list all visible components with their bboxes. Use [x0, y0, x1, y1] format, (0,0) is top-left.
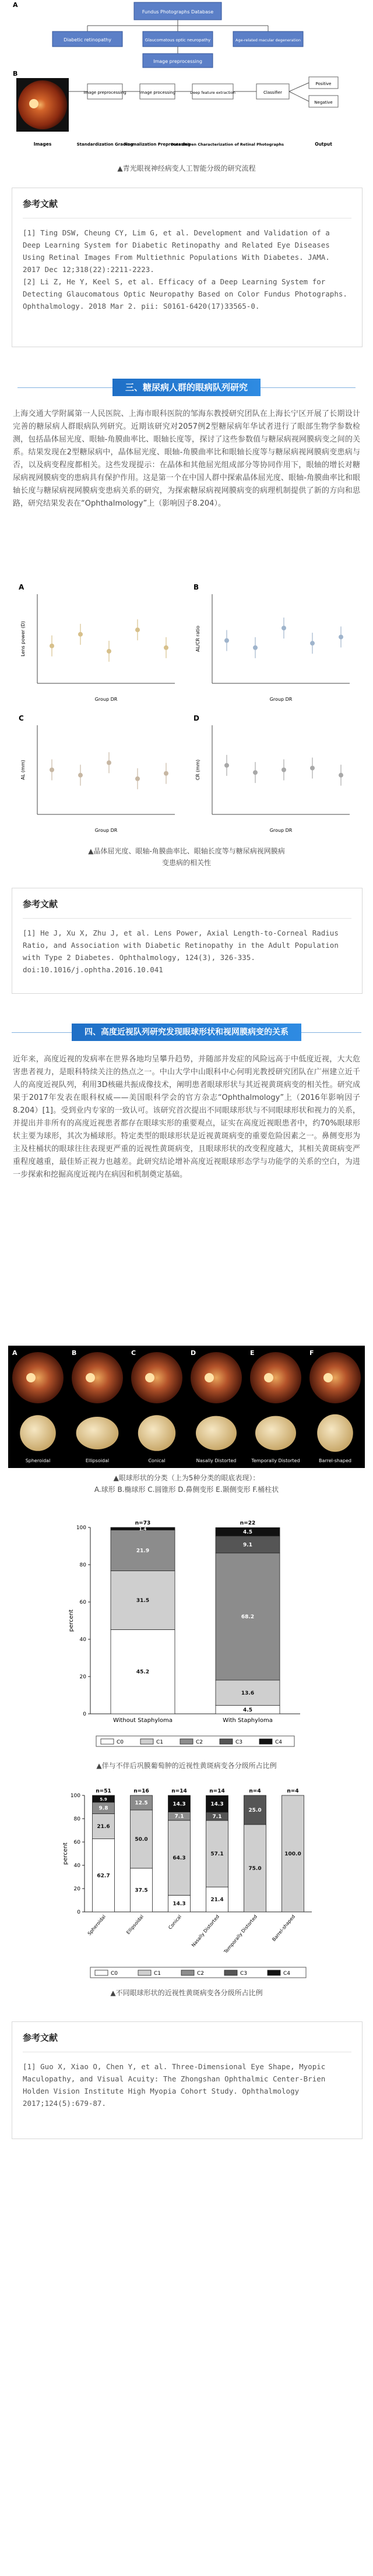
- pipe-processing-label: Image processing: [139, 90, 175, 95]
- mean-marker: [253, 645, 258, 650]
- legend-swatch: [181, 1970, 194, 1975]
- fundus-photo: [191, 1352, 242, 1403]
- eye-model: [255, 1416, 296, 1451]
- reference-box-1: [12, 188, 363, 347]
- count-label: n=14: [209, 1788, 225, 1794]
- mean-marker: [224, 638, 229, 643]
- legend-swatch: [101, 1739, 114, 1744]
- x-axis-label: Group DR: [94, 828, 118, 833]
- shape-letter: C: [131, 1349, 136, 1357]
- bar-value-label: 5.9: [100, 1797, 107, 1802]
- reference-text: [1] Guo X, Xiao O, Chen Y, et al. Three-Dimensional Eye Shape, Myopic Maculopathy, and Visual Acuity: The Zhongshan Ophthalmic Center-Brien Holden Vision Institute High Myopia Cohort Study. Ophthalmology 2017;124(5):679-87.: [23, 2062, 330, 2108]
- y-tick-label: 100: [70, 1793, 80, 1799]
- eye-model: [20, 1415, 56, 1451]
- mean-marker: [281, 626, 286, 630]
- mean-marker: [135, 627, 140, 632]
- legend-label: C2: [196, 1739, 203, 1745]
- fundus-photo: [309, 1352, 361, 1403]
- x-axis-label: Group DR: [269, 697, 293, 702]
- x-tick-label: With Staphyloma: [223, 1717, 273, 1724]
- bar-value-label: 50.0: [135, 1837, 148, 1843]
- bar-value-label: 62.7: [97, 1873, 110, 1879]
- bar-value-label: 13.6: [241, 1690, 255, 1696]
- y-tick-label: 0: [77, 1910, 80, 1915]
- shape-name: Spheroidal: [25, 1458, 51, 1463]
- y-axis-label: Lens power (D): [20, 621, 26, 657]
- fundus-photo: [131, 1352, 182, 1403]
- mean-marker: [253, 770, 258, 775]
- y-axis-label: AL (mm): [20, 760, 26, 780]
- reference-text: [1] Ting DSW, Cheung CY, Lim G, et al. Development and Validation of a Deep Learning System for Diabetic Retinopathy and Related Eye Diseases Using Retinal Images From Multiethnic Populations With Diabetes. JAMA. 2017 Dec 12;318(22):2211-2223. [2] Li Z, He Y, Keel S, et al. Efficacy of a Deep Learning System for Detecting Glaucomatous Optic Neuropathy Based on Color Fundus Photographs. Ophthalmology. 2018 Mar 2. pii: S0161-6420(17)33565-0.: [23, 228, 347, 310]
- mean-marker: [78, 632, 83, 637]
- section-header-4: [0, 1022, 373, 1042]
- panel-letter: D: [193, 714, 199, 722]
- bar-value-label: 100.0: [284, 1851, 301, 1857]
- mean-marker: [224, 763, 229, 768]
- section-b-label: B: [13, 70, 18, 77]
- mean-marker: [310, 641, 315, 645]
- reference-title: 参考文献: [23, 199, 58, 209]
- eye-model: [317, 1414, 353, 1452]
- bar-value-label: 7.1: [174, 1813, 184, 1820]
- legend-swatch: [95, 1970, 108, 1975]
- scatter-panel: [19, 583, 175, 702]
- bar-value-label: 14.3: [173, 1801, 186, 1808]
- legend-label: C0: [111, 1971, 118, 1977]
- legend-swatch: [220, 1739, 233, 1744]
- shape-name: Ellipsoidal: [85, 1458, 110, 1463]
- y-tick-label: 100: [76, 1525, 86, 1531]
- count-label: n=16: [133, 1788, 149, 1794]
- shape-name: Conical: [148, 1458, 166, 1463]
- reference-box-2: [12, 888, 363, 994]
- legend-swatch: [180, 1739, 193, 1744]
- label-data-driven: Data-Driven Characterization of Retinal Photographs: [170, 142, 284, 147]
- optic-disc: [145, 1373, 154, 1382]
- eye-model: [76, 1417, 119, 1449]
- divider: [23, 918, 351, 919]
- y-axis-label: percent: [68, 1609, 75, 1632]
- mean-marker: [50, 644, 54, 648]
- section-title: 三、糖尿病人群的眼病队列研究: [112, 379, 261, 396]
- optic-disc: [205, 1373, 214, 1382]
- mean-marker: [135, 777, 140, 781]
- fig3-caption-line1: ▲眼球形状的分类（上为5种分类的眼底表现）：: [113, 1474, 260, 1482]
- legend-swatch: [268, 1970, 280, 1975]
- mean-marker: [50, 768, 54, 772]
- optic-disc: [86, 1373, 95, 1382]
- fundus-photo: [72, 1352, 123, 1403]
- reference-title: 参考文献: [23, 899, 58, 909]
- paragraph-high-myopia: 近年来，高度近视的发病率在世界各地均呈攀升趋势，并随部并发症的风险远高于中低度近视，大大危害患者视力，是眼科特续关注的热点之一。中山大学中山眼科中心何明光教授研究团队在广州建立近千人的高度近视队列，利用3D核磁共振成像技术，阐明患者眼球形状与其近视黄斑病变的相关性。研究成果于2017年发表在眼科权威——美国眼科学会的官方杂志“Ophthalmology”上（2016年影响因子8.204）[1]。受到业内专家的一致认可。该研究首次提出不同眼球形状与不同眼球形状和视力的关系，并提出并非所有的高度近视患者都存在眼球实形的重要观点，证实在高度近视眼患者中，约70%眼球形状主要为球形，其次为桶球形。特定类型的眼球形状是近视黄斑病变的重要危险因素之一。鼻侧变形为主及柱桶状的眼球往往表现更严重的近视性黄斑病变，且眼球形状的改变程度越大，其相关黄斑病变严重程度越重，最佳矫正视力也越差。此研究结论增补高度近视眼球形态学与功能学的关系的空白，为进一步探索和挖掘高度近视内在病因和机制奠定基础。: [13, 1055, 360, 1179]
- bar-value-label: 14.3: [173, 1901, 186, 1907]
- label-grading: Standardization Grading: [76, 142, 133, 147]
- y-axis-label: percent: [62, 1842, 69, 1865]
- box-amd-label: Age-related macular degeneration: [235, 38, 301, 43]
- shape-name: Temporally Distorted: [251, 1458, 300, 1463]
- legend-label: C3: [240, 1971, 248, 1977]
- shape-letter: B: [72, 1349, 77, 1357]
- x-axis-label: Group DR: [94, 697, 118, 702]
- y-tick-label: 40: [73, 1863, 80, 1869]
- bar-value-label: 75.0: [248, 1866, 262, 1872]
- reference-box-3: [12, 2021, 363, 2139]
- x-axis-label: Group DR: [269, 828, 293, 833]
- pipe-features-label: Deep feature extraction: [190, 90, 235, 95]
- y-tick-label: 80: [73, 1816, 80, 1822]
- mean-marker: [107, 649, 111, 654]
- x-tick-label: Ellipsoidal: [125, 1914, 145, 1936]
- shape-letter: D: [191, 1349, 196, 1357]
- legend: [96, 1736, 294, 1746]
- legend-label: C1: [154, 1971, 161, 1977]
- shape-name: Nasally Distorted: [196, 1458, 237, 1463]
- legend-label: C4: [283, 1971, 291, 1977]
- label-output: Output: [315, 142, 332, 147]
- bar-value-label: 7.1: [212, 1813, 222, 1820]
- legend: [90, 1967, 306, 1978]
- out-positive-label: Positive: [315, 82, 332, 86]
- bar-value-label: 21.9: [136, 1548, 150, 1554]
- bar-value-label: 31.5: [136, 1597, 150, 1604]
- legend-swatch: [138, 1970, 151, 1975]
- legend-swatch: [140, 1739, 153, 1744]
- section-header-3: [0, 377, 373, 397]
- shape-letter: F: [309, 1349, 314, 1357]
- bar-value-label: 68.2: [241, 1614, 255, 1620]
- bar-value-label: 1.4: [139, 1527, 147, 1532]
- y-tick-label: 80: [79, 1562, 86, 1568]
- y-tick-label: 60: [79, 1600, 86, 1605]
- y-axis-label: AL/CR ratio: [195, 626, 200, 652]
- bar-value-label: 9.1: [243, 1542, 252, 1548]
- box-dr-label: Diabetic retinopathy: [64, 37, 111, 43]
- x-tick-label: Without Staphyloma: [112, 1717, 173, 1724]
- shape-letter: A: [12, 1349, 17, 1357]
- mean-marker: [339, 634, 343, 639]
- bar-value-label: 14.3: [210, 1801, 224, 1808]
- bar-value-label: 45.2: [136, 1669, 150, 1675]
- legend-label: C3: [235, 1739, 243, 1745]
- optic-disc: [264, 1373, 273, 1382]
- y-tick-label: 20: [79, 1674, 86, 1680]
- shape-letter: E: [250, 1349, 255, 1357]
- count-label: n=4: [249, 1788, 261, 1794]
- mean-marker: [107, 760, 111, 765]
- section-title: 四、高度近视队列研究发现眼球形状和视网膜病变的关系: [72, 1024, 301, 1041]
- x-tick-label: Barrel-shaped: [271, 1914, 297, 1943]
- pipe-preprocessing-label: Image preprocessing: [83, 90, 126, 95]
- stacked-bar-chart-staphyloma: [58, 1515, 315, 1753]
- y-tick-label: 20: [73, 1886, 80, 1892]
- count-label: n=22: [240, 1520, 256, 1526]
- section-a-label: A: [13, 1, 18, 9]
- panel-letter: A: [19, 583, 24, 591]
- eye-model: [138, 1415, 175, 1451]
- bar-value-label: 21.4: [210, 1897, 224, 1903]
- y-tick-label: 40: [79, 1637, 86, 1643]
- figure-eye-shapes: [8, 1346, 365, 1468]
- workflow-diagram: [12, 0, 361, 158]
- y-axis-label: CR (mm): [195, 759, 200, 781]
- optic-disc: [26, 1373, 36, 1382]
- x-tick-label: Temporally Distorted: [223, 1914, 259, 1954]
- legend-label: C2: [197, 1971, 205, 1977]
- reference-text: [1] He J, Xu X, Zhu J, et al. Lens Power, Axial Length-to-Corneal Radius Ratio, and Association with Diabetic Retinopathy in the Adult Population with Type 2 Diabetes. Ophthalmology, 124(3), 326-335. doi:10.1016/j.ophtha.2016.10.041: [23, 929, 343, 974]
- out-negative-label: Negative: [314, 100, 333, 105]
- fig2-caption-line1: ▲晶体屈光度、眼轴-角膜曲率比、眼轴长度等与糖尿病视网膜病: [88, 847, 285, 855]
- legend-label: C4: [275, 1739, 283, 1745]
- bar-value-label: 57.1: [210, 1851, 224, 1858]
- paragraph-diabetes-cohort: 上海交通大学附属第一人民医院、上海市眼科医院的邹海东教授研究团队在上海长宁区开展了长期设计完善的糖尿病人群眼病队列研究。近期该研究对2057例2型糖尿病年华试者进行了眼部生物学参数检测，包括晶体屈光度、眼轴-角膜曲率比、眼轴长度等，探讨了这些参数值与糖尿病视网膜病变之间的关系。结果发现在2型糖尿病中，晶体屈光度、眼轴-角膜曲率比和眼轴长度等与糖尿病视网膜病变患病与否，以及病变程度都相关。这些发现提示：在晶体和其他屈光组成部分等协同作用下，眼轴的增长对糖尿病视网膜病变的患病具有保护作用。这是第一个在中国人群中探索晶体屈光度、眼轴-角膜曲率比和眼轴长度与糖尿病视网膜病变患病关系的研究，为探索糖尿病视网膜病变的病理机制提供了新的方向和思路，研究结果发表在“Ophthalmology”上（影响因子8.204）。: [13, 410, 360, 508]
- panel-letter: C: [19, 714, 24, 722]
- bar-value-label: 9.8: [98, 1805, 108, 1812]
- scatter-panel: [193, 583, 350, 702]
- eye-shape-grid: [8, 1346, 365, 1468]
- bar-value-label: 12.5: [135, 1800, 148, 1806]
- y-tick-label: 0: [83, 1712, 86, 1717]
- mean-marker: [164, 771, 168, 776]
- bar-value-label: 25.0: [248, 1808, 262, 1813]
- figure-biometry-panels: [12, 580, 361, 842]
- legend-label: C0: [117, 1739, 124, 1745]
- count-label: n=51: [96, 1788, 111, 1794]
- eye-model: [196, 1416, 237, 1451]
- reference-title: 参考文献: [23, 2032, 58, 2043]
- chart-staphyloma: [58, 1515, 315, 1753]
- fig2-caption-line2: 变患病的相关性: [161, 859, 211, 867]
- stacked-bar-chart-eye-shape: [52, 1784, 321, 1982]
- x-tick-label: Spheroidal: [86, 1914, 107, 1936]
- bar-value-label: 4.5: [243, 1529, 252, 1536]
- scatter-panel: [193, 714, 350, 833]
- pipe-classifier-label: Classifier: [263, 90, 282, 95]
- mean-marker: [164, 645, 168, 650]
- x-tick-label: Conical: [167, 1914, 183, 1931]
- fundus-photo: [250, 1352, 301, 1403]
- scatter-panel: [19, 714, 175, 833]
- box-gon-label: Glaucomatous optic neuropathy: [145, 38, 211, 43]
- fundus-photo: [12, 1352, 64, 1403]
- count-label: n=14: [171, 1788, 187, 1794]
- chart-eye-shape: [52, 1784, 321, 1982]
- chart1-caption: ▲伴与不伴后巩膜葡萄肿的近视性黄斑病变各分级所占比例: [96, 1762, 277, 1770]
- y-tick-label: 60: [73, 1840, 80, 1845]
- mean-marker: [339, 773, 343, 778]
- legend-swatch: [224, 1970, 237, 1975]
- chart2-caption: ▲不同眼球形状的近视性黄斑病变各分级所占比例: [110, 1989, 263, 1997]
- mean-marker: [78, 773, 83, 778]
- label-images: Images: [33, 142, 52, 147]
- biometry-plots: [12, 580, 361, 842]
- bar-value-label: 37.5: [135, 1887, 148, 1894]
- box-database-label: Fundus Photographs Database: [142, 9, 214, 15]
- mean-marker: [310, 765, 315, 770]
- bar-value-label: 64.3: [173, 1855, 186, 1862]
- figure-ai-workflow: [12, 0, 361, 158]
- bar-value-label: 4.5: [243, 1707, 252, 1713]
- count-label: n=4: [287, 1788, 299, 1794]
- box-preprocessing-label: Image preprocessing: [153, 59, 202, 64]
- bar-value-label: 21.6: [97, 1824, 110, 1830]
- shape-name: Barrel-shaped: [319, 1458, 351, 1463]
- label-normalization: Normalization Preprocessing: [124, 142, 191, 147]
- count-label: n=73: [135, 1520, 151, 1526]
- mean-marker: [281, 768, 286, 772]
- legend-label: C1: [156, 1739, 164, 1745]
- fig1-caption: ▲青光眼视神经病变人工智能分级的研究流程: [117, 164, 256, 172]
- fig3-caption-line2: A.球形 B.椭球形 C.圆锥形 D.鼻侧变形 E.颞侧变形 F.桶柱状: [94, 1485, 279, 1494]
- panel-letter: B: [193, 583, 199, 591]
- optic-disc: [323, 1373, 333, 1382]
- x-tick-label: Nasally Distorted: [190, 1914, 221, 1948]
- legend-swatch: [259, 1739, 272, 1744]
